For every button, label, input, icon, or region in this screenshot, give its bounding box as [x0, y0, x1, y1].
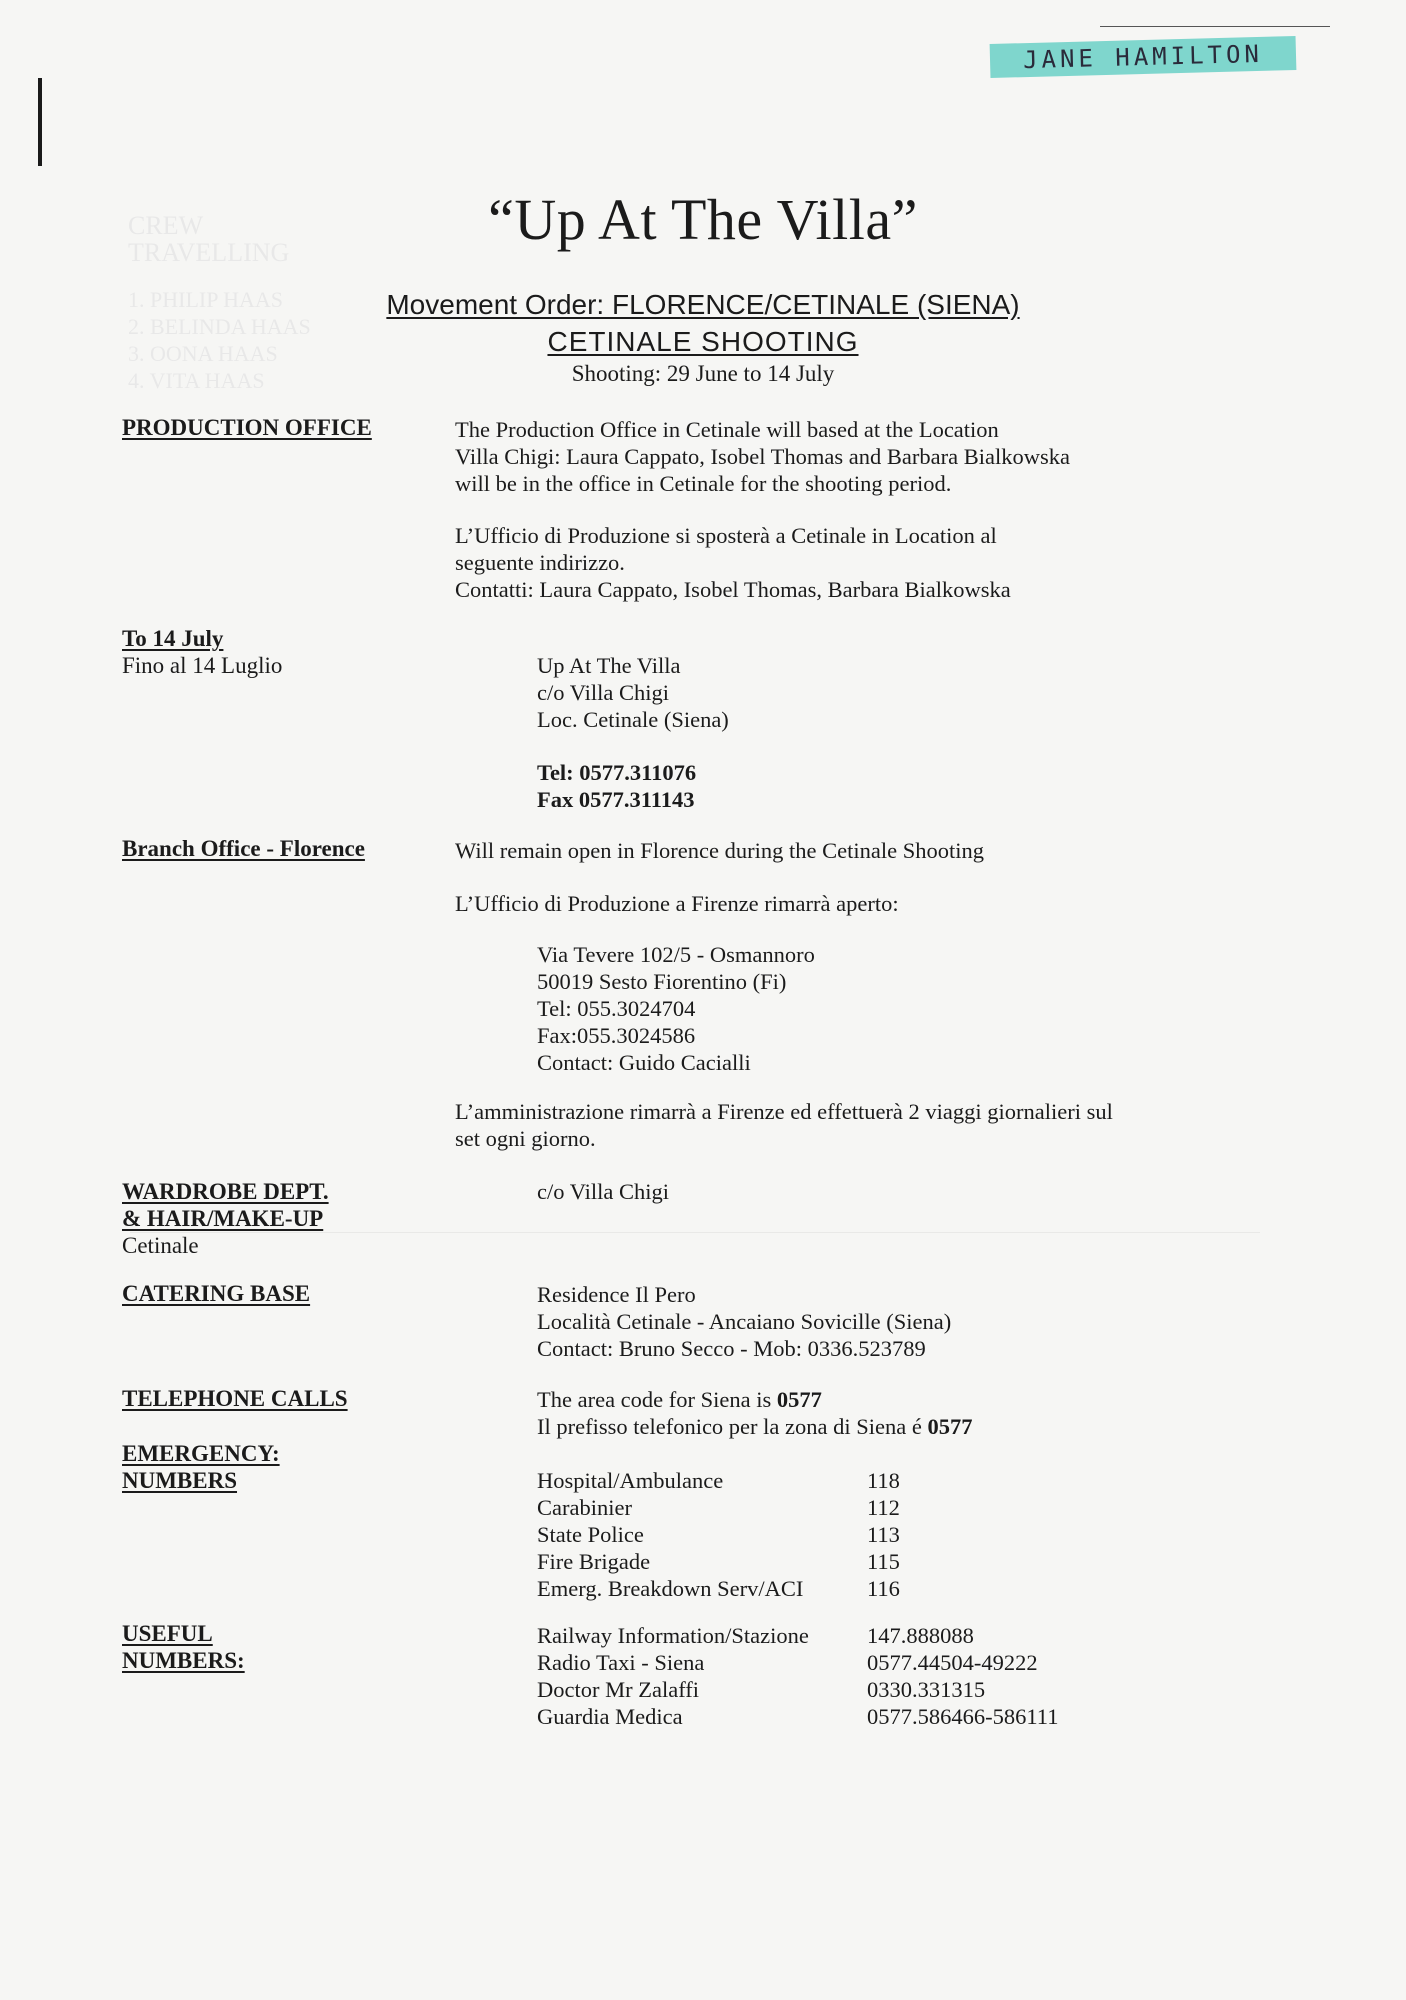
- location-tel: Tel: 0577.311076: [537, 760, 697, 785]
- top-rule: [1100, 26, 1330, 27]
- handwritten-name-tag: JANE HAMILTON: [990, 36, 1297, 78]
- useful-numbers-list: [537, 1622, 1058, 1730]
- emergency-numbers-label: EMERGENCY: NUMBERS: [122, 1441, 280, 1493]
- location-address: Up At The Villa c/o Villa Chigi Loc. Cetinale (Siena) Tel: 0577.311076 Fax 0577.311143: [537, 653, 729, 812]
- production-office-text: The Production Office in Cetinale will based at the Location Villa Chigi: Laura Cappato, Isobel Thomas and Barbara Bialkowska will be in the office in Cetinale for the shooting period. L’Ufficio di Produzione si sposterà a Cetinale in Location al seguente indirizzo. Contatti: Laura Cappato, Isobel Thomas, Barbara Bialkowska: [455, 417, 1070, 602]
- margin-mark: [38, 78, 42, 166]
- wardrobe-location: Cetinale: [122, 1233, 199, 1258]
- catering-label: CATERING BASE: [122, 1281, 311, 1306]
- list-item: Guardia Medica 0577.586466-586111: [537, 1704, 1059, 1729]
- list-item: Hospital/Ambulance 118: [537, 1468, 900, 1493]
- telephone-calls-label: TELEPHONE CALLS: [122, 1386, 348, 1411]
- useful-numbers-label: USEFUL NUMBERS:: [122, 1621, 245, 1673]
- emergency-numbers-list: [537, 1467, 900, 1602]
- branch-office-label: Branch Office - Florence: [122, 836, 365, 861]
- list-item: Doctor Mr Zalaffi 0330.331315: [537, 1677, 986, 1702]
- catering-address: Residence Il Pero Località Cetinale - Ancaiano Sovicille (Siena) Contact: Bruno Secco - Mob: 0336.523789: [537, 1282, 952, 1361]
- telephone-calls-text: The area code for Siena is 0577 Il prefisso telefonico per la zona di Siena é 0577: [537, 1387, 973, 1439]
- wardrobe-label: WARDROBE DEPT. & HAIR/MAKE-UP Cetinale: [122, 1179, 329, 1258]
- list-item: Emerg. Breakdown Serv/ACI 116: [537, 1576, 900, 1601]
- document-title: “Up At The Villa”: [488, 187, 918, 252]
- administration-note: L’amministrazione rimarrà a Firenze ed effettuerà 2 viaggi giornalieri sul set ogni giorno.: [455, 1099, 1113, 1151]
- list-item: Fire Brigade 115: [537, 1549, 900, 1574]
- list-item: Radio Taxi - Siena 0577.44504-49222: [537, 1650, 1038, 1675]
- list-item: State Police 113: [537, 1522, 900, 1547]
- wardrobe-address: c/o Villa Chigi: [537, 1179, 669, 1204]
- shooting-dates: Shooting: 29 June to 14 July: [571, 361, 835, 386]
- location-fax: Fax 0577.311143: [537, 787, 695, 812]
- to-date-label: To 14 July Fino al 14 Luglio: [122, 626, 283, 678]
- list-item: Carabinier 112: [537, 1495, 900, 1520]
- to-date-label-it: Fino al 14 Luglio: [122, 653, 283, 678]
- movement-order: Movement Order: FLORENCE/CETINALE (SIENA): [386, 289, 1020, 320]
- location-heading: CETINALE SHOOTING: [547, 326, 859, 357]
- branch-office-text: Will remain open in Florence during the Cetinale Shooting L’Ufficio di Produzione a Firenze rimarrà aperto:: [455, 838, 984, 916]
- branch-office-address: Via Tevere 102/5 - Osmannoro 50019 Sesto Fiorentino (Fi) Tel: 055.3024704 Fax:055.3024586 Contact: Guido Cacialli: [537, 942, 815, 1075]
- list-item: Railway Information/Stazione 147.888088: [537, 1623, 974, 1648]
- ghost-show-through-left: CREW TRAVELLING 1. PHILIP HAAS 2. BELINDA HAAS 3. OONA HAAS 4. VITA HAAS: [128, 211, 311, 393]
- production-office-label: PRODUCTION OFFICE: [122, 415, 372, 440]
